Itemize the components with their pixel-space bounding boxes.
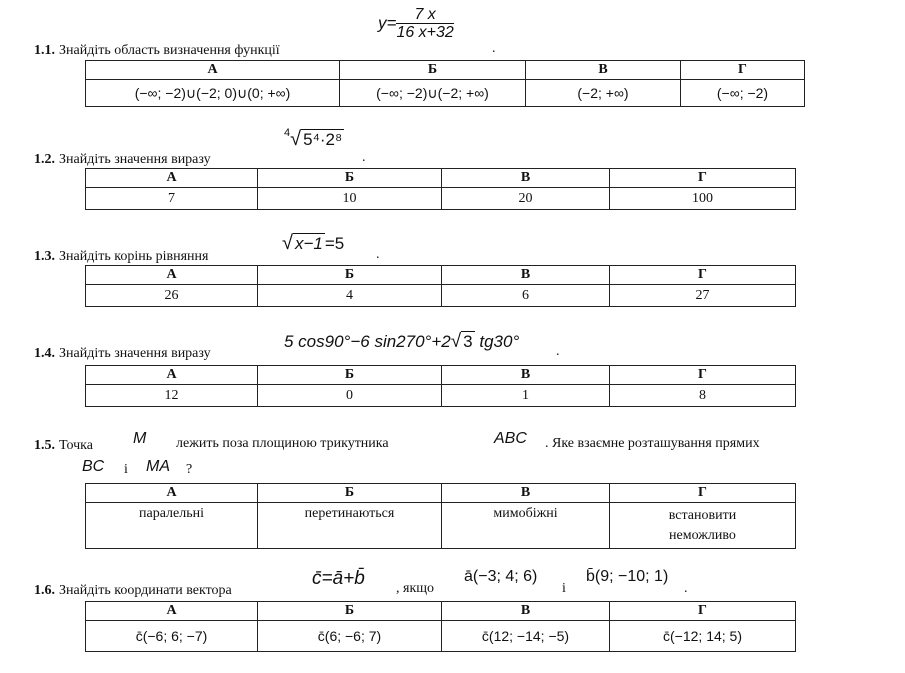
q5-prompt-line1 [34, 436, 93, 454]
q1-formula-lhs: y= [378, 13, 397, 33]
q1-header-a: А [86, 61, 340, 80]
q3-header-c: В [442, 266, 610, 285]
q2-answer-d[interactable]: 100 [610, 188, 796, 210]
q3-answer-d[interactable]: 27 [610, 285, 796, 307]
q5-var-abc: ABC [494, 430, 527, 447]
q6-text-b: , якщо [396, 581, 435, 596]
q1-formula [378, 6, 454, 48]
q5-answer-a[interactable]: паралельні [86, 503, 258, 549]
q5-header-b: Б [258, 484, 442, 503]
q6-vec-a: ā(−3; 4; 6) [464, 568, 538, 585]
q5-text-b: лежить поза площиною трикутника [176, 436, 389, 451]
q3-text: Знайдіть корінь рівняння [59, 249, 209, 264]
q2-number: 1.2. [34, 152, 55, 167]
q4-answer-d[interactable]: 8 [610, 385, 796, 407]
q4-text: Знайдіть значення виразу [59, 346, 211, 361]
q2-text: Знайдіть значення виразу [59, 152, 211, 167]
q2-radicand: 5⁴·2⁸ [303, 130, 343, 149]
q1-answer-c[interactable]: (−2; +∞) [526, 80, 681, 107]
q3-header-b: Б [258, 266, 442, 285]
q5-text-e: ? [186, 462, 193, 477]
q5-answer-table [85, 483, 796, 549]
q5-text-d: і [124, 462, 128, 477]
q2-header-b: Б [258, 169, 442, 188]
q6-number: 1.6. [34, 583, 55, 598]
q3-header-a: А [86, 266, 258, 285]
q4-answer-a[interactable]: 12 [86, 385, 258, 407]
q4-answer-c[interactable]: 1 [442, 385, 610, 407]
q4-prompt [34, 344, 211, 362]
q5-answer-b[interactable]: перетинаються [258, 503, 442, 549]
q6-prompt [34, 581, 232, 599]
q6-formula: c̄=ā+b̄ [312, 568, 365, 589]
q6-header-b: Б [258, 602, 442, 621]
q6-vec-b: b̄(9; −10; 1) [586, 568, 669, 585]
q1-fraction-denominator: 16 x+32 [396, 24, 454, 41]
q3-formula [282, 232, 344, 255]
q6-header-d: Г [610, 602, 796, 621]
q5-header-d: Г [610, 484, 796, 503]
q4-answer-table [85, 365, 796, 407]
q6-answer-c[interactable]: c̄(12; −14; −5) [442, 621, 610, 652]
q5-text-c: . Яке взаємне розташування прямих [545, 436, 760, 451]
q6-header-c: В [442, 602, 610, 621]
q2-answer-table [85, 168, 796, 210]
q3-header-d: Г [610, 266, 796, 285]
radical-icon: √ [450, 331, 462, 352]
q5-header-c: В [442, 484, 610, 503]
q1-answer-d[interactable]: (−∞; −2) [681, 80, 805, 107]
q6-answer-a[interactable]: c̄(−6; 6; −7) [86, 621, 258, 652]
q4-number: 1.4. [34, 346, 55, 361]
q2-header-a: А [86, 169, 258, 188]
q4-header-c: В [442, 366, 610, 385]
q3-prompt [34, 247, 208, 265]
q1-dot: . [492, 41, 496, 56]
q6-answer-b[interactable]: c̄(6; −6; 7) [258, 621, 442, 652]
q1-text: Знайдіть область визначення функції [59, 43, 280, 58]
q6-dot: . [684, 581, 688, 596]
q3-rhs: =5 [324, 234, 345, 253]
q1-answer-a[interactable]: (−∞; −2)∪(−2; 0)∪(0; +∞) [86, 80, 340, 107]
q4-expr-a: 5 cos90°−6 sin270°+2 [284, 332, 451, 351]
q1-header-c: В [526, 61, 681, 80]
q2-answer-b[interactable]: 10 [258, 188, 442, 210]
q6-text-c: і [562, 581, 566, 596]
q1-header-b: Б [340, 61, 526, 80]
q6-text-a: Знайдіть координати вектора [59, 583, 232, 598]
q4-formula [284, 331, 519, 353]
q4-header-d: Г [610, 366, 796, 385]
q4-answer-b[interactable]: 0 [258, 385, 442, 407]
q1-number: 1.1. [34, 43, 55, 58]
q1-answer-b[interactable]: (−∞; −2)∪(−2; +∞) [340, 80, 526, 107]
q3-answer-a[interactable]: 26 [86, 285, 258, 307]
q5-answer-d[interactable]: встановити неможливо [610, 503, 796, 549]
q5-var-bc: BC [82, 458, 105, 475]
q3-answer-c[interactable]: 6 [442, 285, 610, 307]
q4-header-b: Б [258, 366, 442, 385]
q2-prompt [34, 150, 211, 168]
q2-formula [284, 128, 344, 151]
q2-header-c: В [442, 169, 610, 188]
q6-answer-d[interactable]: c̄(−12; 14; 5) [610, 621, 796, 652]
q5-answer-c[interactable]: мимобіжні [442, 503, 610, 549]
q2-answer-a[interactable]: 7 [86, 188, 258, 210]
q1-fraction-numerator: 7 x [396, 6, 453, 24]
radical-icon: √ [290, 128, 302, 150]
q3-radicand: x−1 [294, 234, 323, 253]
q3-dot: . [376, 247, 380, 262]
q4-expr-root: 3 [463, 332, 473, 351]
q6-header-a: А [86, 602, 258, 621]
q1-prompt [34, 41, 280, 59]
q1-fraction [396, 6, 453, 41]
q5-var-m: M [133, 430, 147, 447]
radical-icon: √ [282, 232, 293, 254]
q3-number: 1.3. [34, 249, 55, 264]
q2-root-index: 4 [284, 127, 291, 140]
q1-answer-table [85, 60, 805, 107]
q2-header-d: Г [610, 169, 796, 188]
q1-header-d: Г [681, 61, 805, 80]
q4-dot: . [556, 344, 560, 359]
q4-expr-b: tg30° [474, 332, 520, 351]
q5-var-ma: MA [146, 458, 170, 475]
q5-number: 1.5. [34, 438, 55, 453]
q6-answer-table [85, 601, 796, 652]
q3-answer-table [85, 265, 796, 307]
q5-text-a: Точка [59, 438, 93, 453]
q4-header-a: А [86, 366, 258, 385]
q2-dot: . [362, 150, 366, 165]
q5-header-a: А [86, 484, 258, 503]
q2-answer-c[interactable]: 20 [442, 188, 610, 210]
q3-answer-b[interactable]: 4 [258, 285, 442, 307]
